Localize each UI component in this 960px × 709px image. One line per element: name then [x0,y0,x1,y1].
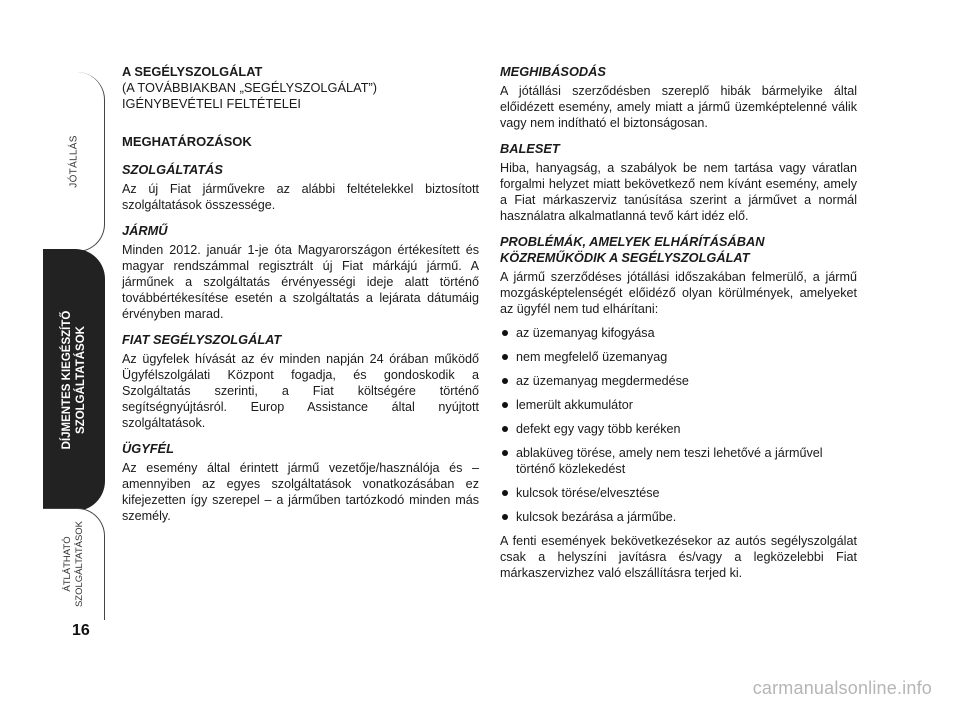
tab-active-label [60,260,88,500]
text-fiat-segelyszolgalat: Az ügyfelek hívását az év minden napján 24 órában működő Ügyfélszolgálati Központ fogadja, és gondoskodik a Szolgáltatás szerinti, a Fiat költségére történő segítségnyújtásról. Europ Assistance által nyújtott szolgáltatások. [122,352,479,430]
list-item: defekt egy vagy több keréken [500,421,857,437]
heading-baleset: BALESET [500,141,560,156]
list-item: lemerült akkumulátor [500,397,857,413]
tab-jotallas-label [69,122,80,202]
page-title-line2: (A TOVÁBBIAKBAN „SEGÉLYSZOLGÁLAT”) [122,80,378,95]
text-problemak-intro: A jármű szerződéses jótállási időszakában felmerülő, a jármű mozgásképtelenségét előidéző olyan körülmények, amelyeket az ügyfél nem tud elhárítani: [500,270,857,316]
side-tab-navigation [43,72,105,620]
text-jarmu: Minden 2012. január 1-je óta Magyarországon értékesített és magyar rendszámmal regisztrált új Fiat márkájú jármű. A járműnek a szolgáltatás érvényességi ideje alatt történő továbbértékesítése esetén a szolgáltatás a lejárata dátumáig érvényben marad. [122,243,479,321]
tab-active-label-line2: SZOLGÁLTATÁSOK [75,326,87,434]
heading-ugyfel: ÜGYFÉL [122,441,174,456]
list-item: az üzemanyag kifogyása [500,325,857,341]
list-item: nem megfelelő üzemanyag [500,349,857,365]
text-szolgaltatas: Az új Fiat járművekre az alábbi feltételekkel biztosított szolgáltatások összessége. [122,182,479,212]
left-column [122,64,479,524]
list-item: kulcsok törése/elvesztése [500,485,857,501]
heading-problemak: PROBLÉMÁK, AMELYEK ELHÁRÍTÁSÁBAN KÖZREMŰKÖDIK A SEGÉLYSZOLGÁLAT [500,234,765,265]
page-number: 16 [72,622,90,639]
heading-meghibasodas: MEGHIBÁSODÁS [500,64,606,79]
heading-szolgaltatas: SZOLGÁLTATÁS [122,162,223,177]
text-baleset: Hiba, hanyagság, a szabályok be nem tartása vagy váratlan forgalmi helyzet miatt bekövetkező nem kívánt esemény, amely a Fiat márkaszerviz tanúsítása szerint a járművet a normál használatra alkalmatlanná tevő kárt idéz elő. [500,161,857,223]
tab-atlathato-label [62,509,86,619]
list-item: az üzemanyag megdermedése [500,373,857,389]
page-title-line3: IGÉNYBEVÉTELI FELTÉTELEI [122,96,301,111]
heading-jarmu: JÁRMŰ [122,223,168,238]
tab-bottom-label-line2: SZOLGÁLTATÁSOK [74,520,85,608]
right-column [500,64,857,581]
tab-bottom-label-line1: ÁTLÁTHATÓ [62,536,73,592]
tab-active-label-line1: DÍJMENTES KIEGÉSZÍTŐ [61,310,73,450]
problem-list [500,325,857,525]
tab-jotallas-text: JÓTÁLLÁS [68,135,80,188]
text-closing: A fenti események bekövetkezésekor az autós segélyszolgálat csak a helyszíni javításra és/vagy a legközelebbi Fiat márkaszervizhez való elszállításra terjed ki. [500,534,857,580]
page-title-line1: A SEGÉLYSZOLGÁLAT [122,64,263,79]
text-ugyfel: Az esemény által érintett jármű vezetője/használója és – amennyiben az egyes szolgáltatások vonatkozásában ez kifejezetten így szerepel – a járműben tartózkodó minden más személy. [122,461,479,523]
list-item: ablaküveg törése, amely nem teszi lehetővé a járművel történő közlekedést [500,445,857,477]
section-heading-meghatarozasok: MEGHATÁROZÁSOK [122,134,252,149]
heading-fiat-segelyszolgalat: FIAT SEGÉLYSZOLGÁLAT [122,332,282,347]
watermark: carmanualsonline.info [752,678,932,698]
list-item: kulcsok bezárása a járműbe. [500,509,857,525]
text-meghibasodas: A jótállási szerződésben szereplő hibák bármelyike által előidézett esemény, amely miatt a jármű üzemképtelenné válik vagy nem indítható el biztonságosan. [500,84,857,130]
